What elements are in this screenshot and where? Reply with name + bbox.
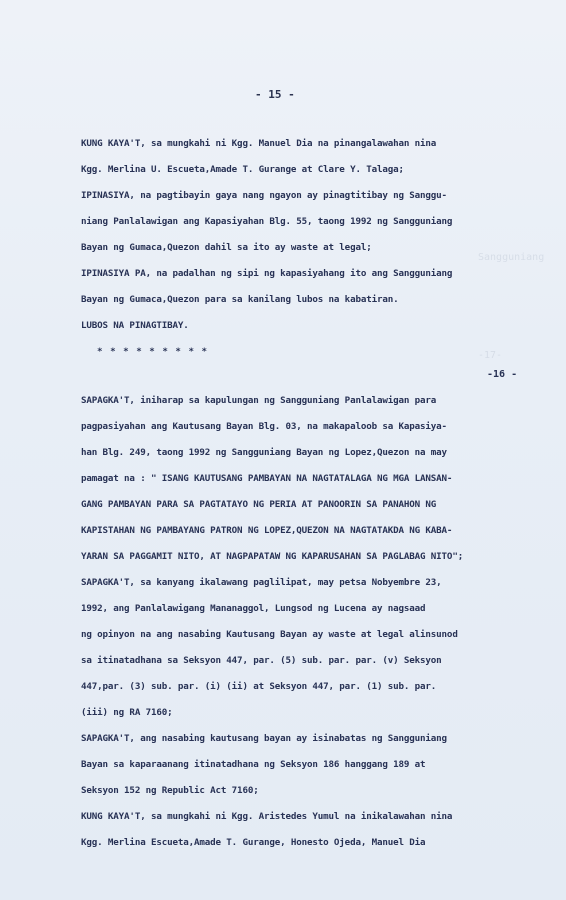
text-line: Kgg. Merlina U. Escueta,Amade T. Gurange at Clare Y. Talaga;: [81, 164, 404, 175]
text-line: Bayan sa kaparaanang itinatadhana ng Seksyon 186 hanggang 189 at: [81, 759, 426, 770]
text-line: KUNG KAYA'T, sa mungkahi ni Kgg. Manuel Dia na pinangalawahan nina: [81, 138, 437, 149]
text-line: ng opinyon na ang nasabing Kautusang Bayan ay waste at legal alinsunod: [81, 629, 458, 640]
bleed-through-text: -17-: [478, 350, 503, 361]
text-line: KAPISTAHAN NG PAMBAYANG PATRON NG LOPEZ,QUEZON NA NAGTATAKDA NG KABA-: [81, 525, 453, 536]
section-separator: * * * * * * * * *: [97, 346, 209, 357]
text-line: KUNG KAYA'T, sa mungkahi ni Kgg. Aristedes Yumul na inikalawahan nina: [81, 811, 453, 822]
text-line: 1992, ang Panlalawigang Mananaggol, Lungsod ng Lucena ay nagsaad: [81, 603, 426, 614]
text-line: Seksyon 152 ng Republic Act 7160;: [81, 785, 259, 796]
text-line: sa itinatadhana sa Seksyon 447, par. (5) sub. par. par. (v) Seksyon: [81, 655, 442, 666]
text-line: Kgg. Merlina Escueta,Amade T. Gurange, Honesto Ojeda, Manuel Dia: [81, 837, 426, 848]
text-line: SAPAGKA'T, ang nasabing kautusang bayan ay isinabatas ng Sangguniang: [81, 733, 447, 744]
bleed-through-text: Sangguniang: [478, 252, 545, 263]
text-line: SAPAGKA'T, sa kanyang ikalawang paglilipat, may petsa Nobyembre 23,: [81, 577, 442, 588]
item-number: -16 -: [487, 369, 518, 380]
text-line: IPINASIYA PA, na padalhan ng sipi ng kapasiyahang ito ang Sangguniang: [81, 268, 453, 279]
text-line: Bayan ng Gumaca,Quezon dahil sa ito ay waste at legal;: [81, 242, 372, 253]
text-line: niang Panlalawigan ang Kapasiyahan Blg. 55, taong 1992 ng Sangguniang: [81, 216, 453, 227]
text-line: GANG PAMBAYAN PARA SA PAGTATAYO NG PERIA AT PANOORIN SA PANAHON NG: [81, 499, 437, 510]
text-line: pagpasiyahan ang Kautusang Bayan Blg. 03, na makapaloob sa Kapasiya-: [81, 421, 447, 432]
text-line: LUBOS NA PINAGTIBAY.: [81, 320, 189, 331]
text-line: han Blg. 249, taong 1992 ng Sangguniang Bayan ng Lopez,Quezon na may: [81, 447, 447, 458]
text-line: YARAN SA PAGGAMIT NITO, AT NAGPAPATAW NG KAPARUSAHAN SA PAGLABAG NITO";: [81, 551, 464, 562]
text-line: IPINASIYA, na pagtibayin gaya nang ngayon ay pinagtitibay ng Sanggu-: [81, 190, 447, 201]
text-line: pamagat na : " ISANG KAUTUSANG PAMBAYAN NA NAGTATALAGA NG MGA LANSAN-: [81, 473, 453, 484]
text-line: SAPAGKA'T, iniharap sa kapulungan ng Sangguniang Panlalawigan para: [81, 395, 437, 406]
text-line: 447,par. (3) sub. par. (i) (ii) at Seksyon 447, par. (1) sub. par.: [81, 681, 437, 692]
text-line: (iii) ng RA 7160;: [81, 707, 173, 718]
text-line: Bayan ng Gumaca,Quezon para sa kanilang lubos na kabatiran.: [81, 294, 399, 305]
page-number: - 15 -: [255, 88, 295, 101]
